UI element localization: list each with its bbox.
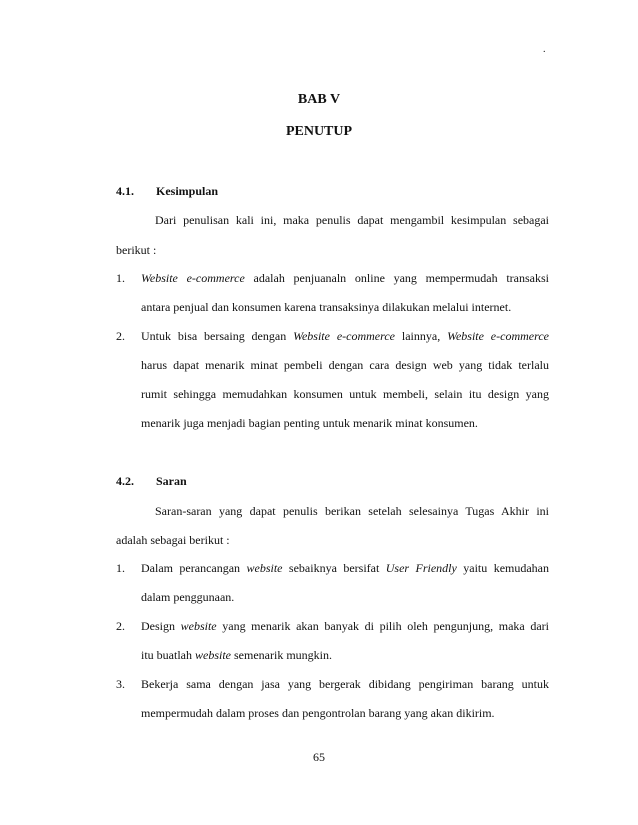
list-number: 1. [116,271,125,285]
list-item-line: mempermudah dalam proses dan pengontrolan barang yang akan dikirim. [141,706,495,720]
list-number: 2. [116,619,125,633]
section-number: 4.2. [116,474,134,488]
list-item-line: Bekerja sama dengan jasa yang bergerak dibidang pengiriman barang untuk [141,677,549,691]
list-item-line: itu buatlah website semenarik mungkin. [141,648,332,662]
emphasis-text: Website e-commerce [447,329,549,343]
chapter-heading: BAB V [297,92,341,107]
emphasis-text: Website e-commerce [293,329,396,343]
paragraph-line: adalah sebagai berikut : [116,533,230,547]
chapter-title: PENUTUP [285,124,353,139]
paragraph-line: Dari penulisan kali ini, maka penulis dapat mengambil kesimpulan sebagai [155,213,549,227]
emphasis-text: website [180,619,217,633]
emphasis-text: User Friendly [385,561,457,575]
list-item-line: rumit sehingga memudahkan konsumen untuk membeli, selain itu design yang [141,387,549,401]
paragraph-line: Saran-saran yang dapat penulis berikan setelah selesainya Tugas Akhir ini [155,504,549,518]
list-number: 2. [116,329,125,343]
emphasis-text: website [246,561,283,575]
section-title: Kesimpulan [156,184,219,198]
list-item-line: Dalam perancangan website sebaiknya bersifat User Friendly yaitu kemudahan [141,561,550,575]
emphasis-text: website [195,648,231,662]
section-title: Saran [156,474,187,488]
list-item-line: menarik juga menjadi bagian penting untuk menarik minat konsumen. [141,416,478,430]
list-item-line: Untuk bisa bersaing dengan Website e-commerce lainnya, Website e-commerce [141,329,549,343]
list-item-line: dalam penggunaan. [141,590,235,604]
list-number: 3. [116,677,125,691]
section-heading-kesimpulan [116,184,218,199]
page-number: 65 [313,750,325,764]
list-item-line: Website e-commerce adalah penjuanaln online yang mempermudah transaksi [141,271,549,285]
section-number: 4.1. [116,184,134,198]
section-heading-saran [116,474,187,489]
list-number: 1. [116,561,125,575]
list-item-line: antara penjual dan konsumen karena transaksinya dilakukan melalui internet. [141,300,512,314]
list-item-line: Design website yang menarik akan banyak di pilih oleh pengunjung, maka dari [141,619,550,633]
list-item-line: harus dapat menarik minat pembeli dengan cara design web yang tidak terlalu [141,358,549,372]
corner-mark: . [543,44,546,55]
paragraph-line: berikut : [116,243,157,257]
emphasis-text: Website e-commerce [141,271,245,285]
